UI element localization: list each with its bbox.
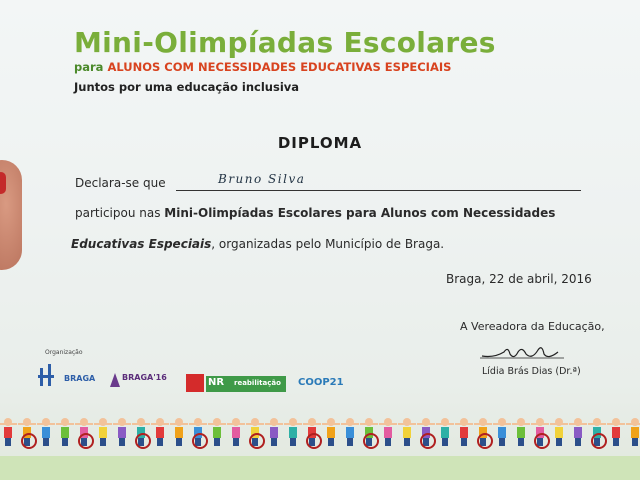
diploma-date: Braga, 22 de abril, 2016 <box>446 272 592 286</box>
nr-logo-text: reabilitação <box>234 379 281 387</box>
line2-bolditalic: Educativas Especiais <box>71 237 212 251</box>
braga16-flame-icon <box>110 373 120 387</box>
child-legs <box>271 438 277 446</box>
line1-bold: Mini-Olimpíadas Escolares para Alunos com Necessidades <box>164 206 556 220</box>
child-body <box>460 427 468 438</box>
signature <box>478 340 568 366</box>
braga-municipio-logo <box>36 362 106 390</box>
line2-rest: , organizadas pelo Município de Braga. <box>211 237 445 251</box>
child-legs <box>214 438 220 446</box>
child-legs <box>309 438 315 446</box>
participation-line-1 <box>75 206 555 220</box>
coop21-logo <box>298 374 358 394</box>
child-body <box>327 427 335 438</box>
child-legs <box>461 438 467 446</box>
child-body <box>175 427 183 438</box>
subtitle-main: ALUNOS COM NECESSIDADES EDUCATIVAS ESPECIAIS <box>107 60 452 74</box>
child-body <box>156 427 164 438</box>
child-legs <box>43 438 49 446</box>
braga-emblem-icon <box>36 362 60 390</box>
child-legs <box>404 438 410 446</box>
child-body <box>517 427 525 438</box>
child-legs <box>347 438 353 446</box>
child-body <box>441 427 449 438</box>
nr-reabilitacao-logo <box>206 376 286 392</box>
coop21-logo-text: COOP21 <box>298 377 344 388</box>
subtitle <box>74 60 451 74</box>
child-legs <box>442 438 448 446</box>
child-legs <box>385 438 391 446</box>
child-body <box>403 427 411 438</box>
child-body <box>232 427 240 438</box>
braga-logo-text: BRAGA <box>64 374 96 383</box>
child-legs <box>290 438 296 446</box>
child-legs <box>24 438 30 446</box>
children-border-illustration <box>0 410 640 480</box>
child-legs <box>575 438 581 446</box>
child-legs <box>366 438 372 446</box>
child-legs <box>100 438 106 446</box>
child-legs <box>138 438 144 446</box>
child-body <box>99 427 107 438</box>
nr-mark-icon: NR <box>208 377 225 388</box>
child-body <box>42 427 50 438</box>
child-body <box>346 427 354 438</box>
signatory-name: Lídia Brás Dias (Dr.ª) <box>482 366 581 377</box>
child-body <box>289 427 297 438</box>
child-legs <box>480 438 486 446</box>
child-legs <box>157 438 163 446</box>
child-legs <box>252 438 258 446</box>
name-underline <box>176 190 581 191</box>
child-legs <box>518 438 524 446</box>
recipient-name: Bruno Silva <box>218 172 306 186</box>
line1-prefix: participou nas <box>75 206 161 220</box>
child-legs <box>613 438 619 446</box>
child-body <box>270 427 278 438</box>
child-body <box>118 427 126 438</box>
child-legs <box>594 438 600 446</box>
child-legs <box>81 438 87 446</box>
child-body <box>384 427 392 438</box>
tagline: Juntos por uma educação inclusiva <box>74 80 300 94</box>
child-body <box>612 427 620 438</box>
declara-label: Declara-se que <box>75 176 166 190</box>
braga-16-logo <box>110 372 180 392</box>
child-body <box>631 427 639 438</box>
organizacao-label: Organização <box>45 349 83 356</box>
child-legs <box>62 438 68 446</box>
signatory-title: A Vereadora da Educação, <box>460 320 605 333</box>
subtitle-prefix: para <box>74 60 104 74</box>
red-emblem-icon <box>186 374 204 392</box>
child-body <box>498 427 506 438</box>
child-legs <box>328 438 334 446</box>
diploma-heading: DIPLOMA <box>277 134 363 152</box>
participation-line-2 <box>71 237 444 251</box>
child-legs <box>5 438 11 446</box>
child-legs <box>176 438 182 446</box>
child-body <box>61 427 69 438</box>
child-legs <box>423 438 429 446</box>
child-legs <box>119 438 125 446</box>
braga16-logo-text: BRAGA'16 <box>122 373 167 382</box>
child-legs <box>632 438 638 446</box>
page-title: Mini-Olimpíadas Escolares <box>74 26 496 59</box>
child-legs <box>556 438 562 446</box>
child-legs <box>195 438 201 446</box>
child-legs <box>233 438 239 446</box>
child-body <box>555 427 563 438</box>
child-legs <box>499 438 505 446</box>
child-legs <box>537 438 543 446</box>
child-body <box>213 427 221 438</box>
thumb-nail <box>0 172 6 194</box>
child-body <box>4 427 12 438</box>
child-body <box>574 427 582 438</box>
